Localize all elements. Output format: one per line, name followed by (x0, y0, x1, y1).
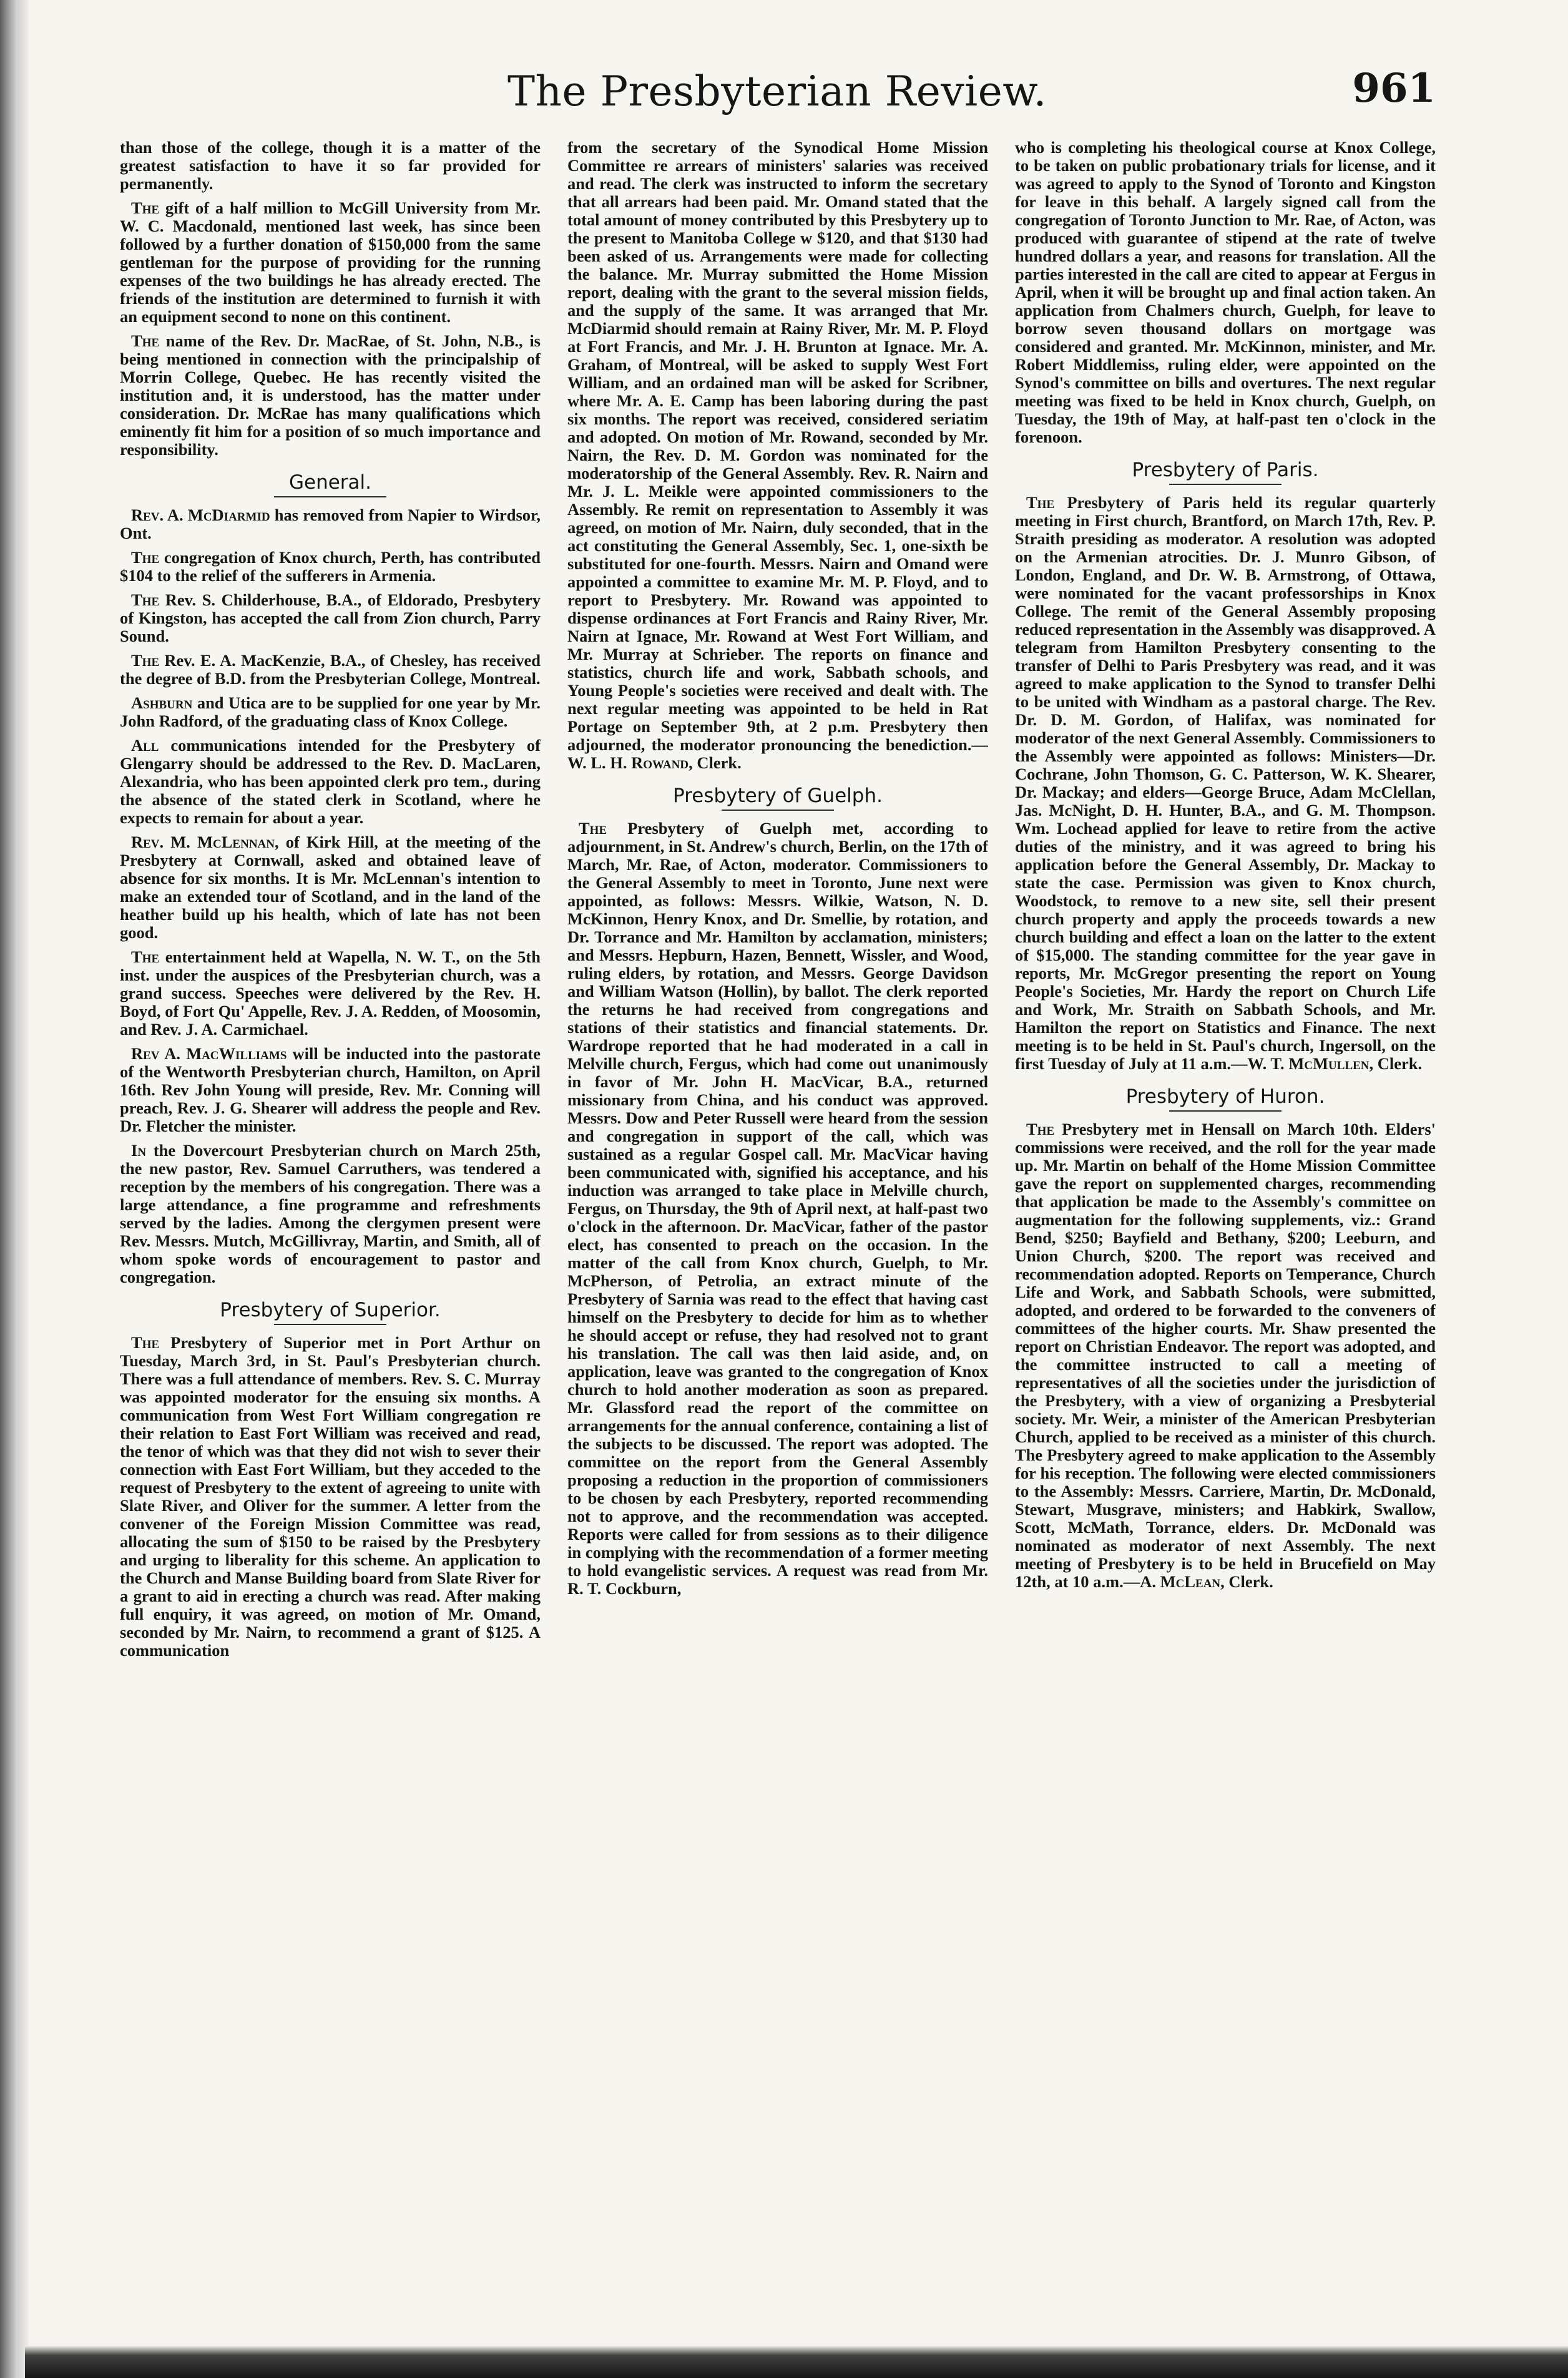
paragraph-text: Rev. S. Childerhouse, B.A., of Eldorado, Presbytery of Kingston, has accepted the call from Zion church, Parry Sound. (120, 590, 541, 645)
column-2 (567, 139, 988, 2298)
lead-word: The (579, 819, 607, 838)
page-binding-edge (0, 0, 29, 2378)
news-item (120, 736, 541, 827)
paragraph-text: Presbytery met in Hensall on March 10th. Elders' commissions were received, and the roll for the year made up. Mr. Martin on behalf of the Home Mission Committee gave the report on supplemented charges, recommending that application be made to the Assembly's committee on augmentation for the following supplements, viz.: Grand Bend, $250; Bayfield and Bethany, $200; Leeburn, and Union Church, $200. The report was received and recommendation adopted. Reports on Temperance, Church Life and Work, and Sabbath Schools, were submitted, adopted, and ordered to be forwarded to the conveners of committees of the higher courts. Mr. Shaw presented the report on Christian Endeavor. The report was adopted, and the committee instructed to call a meeting of representatives of all the societies under the jurisdiction of the Presbytery, with a view of organizing a Presbyterial society. Mr. Weir, a minister of the American Presbyterian Church, applied to be received as a minister of this church. The Presbytery agreed to make application to the Assembly for his reception. The following were elected commissioners to the Assembly: Messrs. Carriere, Martin, Dr. McDonald, Stewart, Musgrave, ministers; and Habkirk, Swallow, Scott, McMath, Torrance, elders. Dr. McDonald was nominated as moderator of next Assembly. The next meeting of Presbytery is to be held in Brucefield on May 12th, at 10 a.m.—A. (1015, 1120, 1436, 1591)
lead-word: The (131, 590, 160, 609)
column-1 (120, 139, 541, 2298)
lead-word: The (131, 947, 160, 966)
lead-word: Rev. A. McDiarmid (131, 506, 270, 524)
lead-word: Rev A. MacWilliams (131, 1044, 287, 1063)
paragraph-text: communications intended for the Presbytery of Glengarry should be addressed to the Rev. D. MacLaren, Alexandria, who has been appointed clerk pro tem., during the absence of the stated clerk in Scotland, where he expects to remain for about a year. (120, 736, 541, 827)
news-item (120, 1142, 541, 1286)
paragraph-text: congregation of Knox church, Perth, has contributed $104 to the relief of the sufferers in Armenia. (120, 548, 541, 585)
paragraph-text: the Dovercourt Presbyterian church on March 25th, the new pastor, Rev. Samuel Carruthers, was tendered a reception by the members of his congregation. There was a large attendance, a fine programme and refreshments served by the ladies. Among the clergymen present were Rev. Messrs. Mutch, McGillivray, Martin, and Smith, all of whom spoke words of encouragement to pastor and congregation. (120, 1141, 541, 1286)
masthead (119, 67, 1436, 124)
news-item (120, 549, 541, 585)
news-item (120, 591, 541, 645)
lead-word: All (131, 736, 159, 755)
paragraph (120, 199, 541, 326)
paragraph (1015, 494, 1436, 1073)
page-bottom-edge (25, 2346, 1568, 2378)
paragraph (567, 820, 988, 1598)
paragraph (120, 332, 541, 459)
paragraph (120, 1334, 541, 1660)
signature-title: Clerk. (1373, 1054, 1423, 1073)
section-heading-general: General. (288, 471, 372, 494)
signature-title: Clerk. (692, 753, 742, 772)
paragraph-text: has removed from Napier to Wirdsor, Ont. (120, 506, 541, 542)
signature-title: Clerk. (1224, 1572, 1273, 1591)
lead-word: The (131, 548, 160, 567)
heading-rule (274, 496, 386, 497)
text-columns (120, 139, 1436, 2298)
heading-rule (1169, 484, 1281, 485)
signature: McMullen, (1288, 1054, 1374, 1073)
lead-word: The (131, 651, 160, 670)
paragraph-text: from the secretary of the Synodical Home Mission Committee re arrears of ministers' salaries was received and read. The clerk was instructed to inform the secretary that all arrears had been paid. Mr. Omand stated that the total amount of money contributed by this Presbytery up to the present to Manitoba College w $120, and that $130 had been asked of us. Arrangements were made for collecting the balance. Mr. Murray submitted the Home Mission report, dealing with the grant to the several mission fields, and the supply of the same. It was arranged that Mr. McDiarmid should remain at Rainy River, Mr. M. P. Floyd at Fort Francis, and Mr. J. H. Brunton at Ignace. Mr. A. Graham, of Montreal, will be asked to supply West Fort William, and an ordained man will be asked for Scribner, where Mr. A. E. Camp has been laboring during the past six months. The report was received, considered seriatim and adopted. On motion of Mr. Rowand, seconded by Mr. Nairn, the Rev. D. M. Gordon was nominated for the moderatorship of the General Assembly. Rev. R. Nairn and Mr. J. L. Meikle were appointed commissioners to the Assembly. Re remit on representation to Assembly it was agreed, on motion of Mr. Nairn, duly seconded, that in the act constituting the General Assembly, Sec. 1, one-sixth be substituted for one-fourth. Messrs. Nairn and Omand were appointed a committee to examine Mr. M. P. Floyd, and to report to Presbytery. Mr. Rowand was appointed to dispense ordinances at Fort Francis and Rainy River, Mr. Nairn at Ignace, Mr. Rowand at West Fort William, and Mr. Murray at Schrieber. The reports on finance and statistics, church life and work, Sabbath schools, and Young People's societies were received and dealt with. The next regular meeting was appointed to be held in Rat Portage on September 9th, at 2 p.m. Presbytery then adjourned, the moderator pronouncing the benediction.—W. L. H. (567, 139, 988, 772)
paragraph-text: Presbytery of Paris held its regular quarterly meeting in First church, Brantford, on March 17th, Rev. P. Straith presiding as moderator. A resolution was adopted on the Armenian atrocities. Dr. J. Munro Gibson, of London, England, and Dr. W. B. Armstrong, of Ottawa, were nominated for the vacant professorships in Knox College. The remit of the General Assembly proposing reduced representation in the Assembly was disapproved. A telegram from Hamilton Presbytery consenting to the transfer of Delhi to Paris Presbytery was read, and it was agreed to make application to the Synod to transfer Delhi to be united with Windham as a pastoral charge. The Rev. Dr. D. M. Gordon, of Halifax, was nominated for moderator of the next General Assembly. Commissioners to the Assembly were appointed as follows: Ministers—Dr. Cochrane, John Thomson, G. C. Patterson, W. K. Shearer, Dr. Mackay; and elders—George Bruce, Adam McClellan, Jas. McNight, D. H. Hunter, B.A., and G. M. Thompson. Wm. Lochead applied for leave to retire from the active duties of the ministry, and it was agreed to bring his application before the General Assembly, Dr. Mackay to state the case. Permission was given to Knox church, Woodstock, to remove to a new site, sell their present church property and apply the proceeds towards a new church building and effect a loan on the latter to the extent of $15,000. The standing committee for the year gave in reports, Mr. McGregor presenting the report on Young People's Societies, Mr. Hardy the report on Church Life and Work, Mr. Straith on Sabbath Schools, and Mr. Hamilton the report on Statistics and Finance. The next meeting is to be held in St. Paul's church, Ingersoll, on the first Tuesday of July at 11 a.m.—W. T. (1015, 493, 1436, 1073)
paragraph-text: Presbytery of Superior met in Port Arthur on Tuesday, March 3rd, in St. Paul's Presbyterian church. There was a full attendance of members. Rev. S. C. Murray was appointed moderator for the ensuing six months. A communication from West Fort William congregation re their relation to East Fort William was received and read, the tenor of which was that they did not wish to sever their connection with East Fort William, but they acceded to the request of Presbytery to the extent of agreeing to unite with Slate River, and Oliver for the summer. A letter from the convener of the Foreign Mission Committee was read, allocating the sum of $150 to be raised by the Presbytery and urging to liberality for this scheme. An application to the Church and Manse Building board from Slate River for a grant to aid in erecting a church was read. After making full enquiry, it was agreed, on motion of Mr. Omand, seconded by Mr. Nairn, to recommend a grant of $125. A communication (120, 1333, 541, 1660)
news-item (120, 506, 541, 542)
paragraph: than those of the college, though it is a matter of the greatest satisfaction to have it so far provided for permanently. (120, 139, 541, 193)
section-heading-huron: Presbytery of Huron. (1125, 1085, 1325, 1108)
paragraph (1015, 1120, 1436, 1591)
lead-word: Rev. M. McLennan, (131, 833, 279, 851)
paragraph-text: will be inducted into the pastorate of the Wentworth Presbyterian church, Hamilton, on April 16th. Rev John Young will preside, Rev. Mr. Conning will preach, Rev. J. G. Shearer will address the people and Rev. Dr. Fletcher the minister. (120, 1044, 541, 1135)
paragraph-text: and Utica are to be supplied for one year by Mr. John Radford, of the graduating class of Knox College. (120, 693, 541, 730)
paragraph-text: gift of a half million to McGill University from Mr. W. C. Macdonald, mentioned last week, has since been followed by a further donation of $150,000 from the same gentleman for the purpose of providing for the running expenses of the two buildings he has already erected. The friends of the institution are determined to furnish it with an equipment second to none on this continent. (120, 198, 541, 326)
publication-title: The Presbyterian Review. (507, 67, 1047, 115)
news-item (120, 948, 541, 1039)
signature: McLean, (1160, 1572, 1225, 1591)
section-heading-paris: Presbytery of Paris. (1132, 459, 1319, 481)
paragraph (567, 139, 988, 772)
news-item (120, 833, 541, 942)
heading-rule (722, 810, 834, 811)
section-heading-superior: Presbytery of Superior. (220, 1299, 441, 1321)
paragraph-text: name of the Rev. Dr. MacRae, of St. John, N.B., is being mentioned in connection with the principalship of Morrin College, Quebec. He has recently visited the institution and, it is understood, has the matter under consideration. Dr. McRae has many qualifications which eminently fit him for a position of so much importance and responsibility. (120, 331, 541, 459)
lead-word: The (131, 331, 160, 350)
news-item (120, 694, 541, 730)
paragraph-text: Presbytery of Guelph met, according to adjournment, in St. Andrew's church, Berlin, on the 17th of March, Mr. Rae, of Acton, moderator. Commissioners to the General Assembly to meet in Toronto, June next were appointed, as follows: Messrs. Wilkie, Watson, N. D. McKinnon, Henry Knox, and Dr. Smellie, by rotation, and Dr. Torrance and Mr. Hamilton by acclamation, ministers; and Messrs. Hepburn, Hazen, Bennett, Wissler, and Wood, ruling elders, by rotation, and Messrs. George Davidson and William Watson (Hollin), by ballot. The clerk reported the returns he had received from congregations and stations of their statistics and financial statements. Dr. Wardrope reported that he had moderated in a call in Melville church, Fergus, which had come out unanimously in favor of Mr. John H. MacVicar, B.A., returned missionary from China, and his conduct was approved. Messrs. Dow and Peter Russell were heard from the session and congregation in support of the call, which was sustained as a regular Gospel call. Mr. MacVicar having been communicated with, signified his acceptance, and his induction was arranged to take place in Melville church, Fergus, on Thursday, the 9th of April next, at half-past two o'clock in the afternoon. Dr. MacVicar, father of the pastor elect, has consented to preach on the occasion. In the matter of the call from Knox church, Guelph, to Mr. McPherson, of Petrolia, an extract minute of the Presbytery of Sarnia was read to the effect that having cast himself on the Presbytery to decide for him as to whether he should accept or refuse, they had resolved not to grant his translation. The call was then laid aside, and, on application, leave was granted to the congregation of Knox church to hold another moderation as soon as prepared. Mr. Glassford read the report of the committee on arrangements for the annual conference, containing a list of the subjects to be discussed. The report was adopted. The committee on the report from the General Assembly proposing a reduction in the proportion of commissioners to be chosen by each Presbytery, reported recommending not to approve, and the recommendation was accepted. Reports were called for from sessions as to their diligence in complying with the recommendation of a former meeting to hold evangelistic services. A request was read from Mr. R. T. Cockburn, (567, 819, 988, 1598)
page-number: 961 (1352, 65, 1436, 112)
lead-word: The (1026, 1120, 1055, 1138)
news-item (120, 652, 541, 688)
lead-word: Ashburn (131, 693, 193, 712)
signature: Rowand, (631, 753, 693, 772)
paragraph-text: Rev. E. A. MacKenzie, B.A., of Chesley, has received the degree of B.D. from the Presbyterian College, Montreal. (120, 651, 541, 688)
lead-word: The (131, 198, 160, 217)
news-item (120, 1045, 541, 1135)
paragraph: who is completing his theological course at Knox College, to be taken on public probationary trials for license, and it was agreed to apply to the Synod of Toronto and Kingston for leave in this behalf. A largely signed call from the congregation of Toronto Junction to Mr. Rae, of Acton, was produced with guarantee of stipend at the rate of twelve hundred dollars a year, and reasons for translation. All the parties interested in the call are cited to appear at Fergus in April, when it will be brought up and final action taken. An application from Chalmers church, Guelph, for leave to borrow seven thousand dollars on mortgage was considered and granted. Mr. McKinnon, minister, and Mr. Robert Middlemiss, ruling elder, were appointed on the Synod's committee on bills and overtures. The next regular meeting was fixed to be held in Knox church, Guelph, on Tuesday, the 19th of May, at half-past ten o'clock in the forenoon. (1015, 139, 1436, 446)
lead-word: In (131, 1141, 147, 1160)
heading-rule (1169, 1110, 1281, 1112)
paragraph-text: of Kirk Hill, at the meeting of the Presbytery at Cornwall, asked and obtained leave of absence for six months. It is Mr. McLennan's intention to make an extended tour of Scotland, and in the land of the heather build up his health, which of late has not been good. (120, 833, 541, 942)
lead-word: The (1026, 493, 1055, 512)
column-3 (1015, 139, 1436, 2298)
section-heading-guelph: Presbytery of Guelph. (673, 785, 883, 807)
paragraph-text: entertainment held at Wapella, N. W. T., on the 5th inst. under the auspices of the Presbyterian church, was a grand success. Speeches were delivered by the Rev. H. Boyd, of Fort Qu' Appelle, Rev. J. A. Redden, of Moosomin, and Rev. J. A. Carmichael. (120, 947, 541, 1039)
heading-rule (274, 1324, 386, 1325)
lead-word: The (131, 1333, 160, 1352)
